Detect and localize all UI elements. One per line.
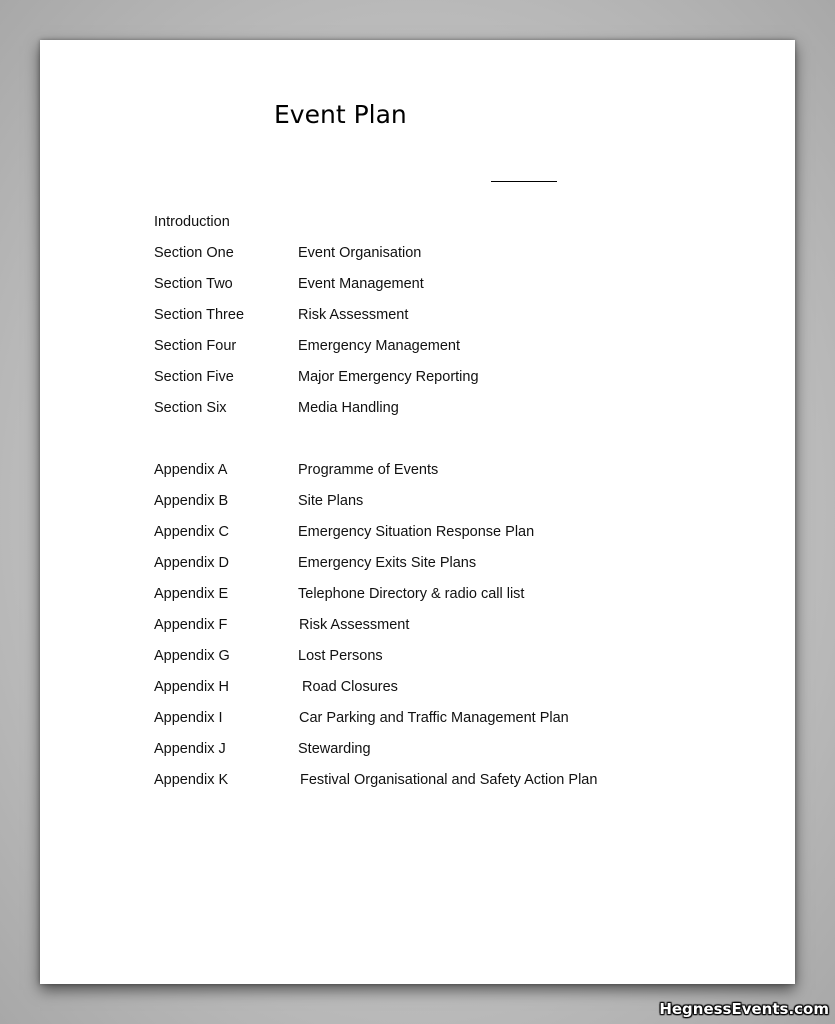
toc-description: Major Emergency Reporting (298, 369, 479, 385)
toc-description: Event Management (298, 276, 424, 292)
toc-label: Appendix E (154, 586, 229, 602)
toc-description: Programme of Events (298, 462, 439, 478)
toc-description: Emergency Situation Response Plan (298, 524, 535, 540)
title-underline-rule (491, 181, 557, 182)
toc-label: Appendix J (154, 741, 226, 757)
toc-label: Appendix K (154, 772, 229, 788)
toc-description: Lost Persons (298, 648, 383, 664)
toc-label: Appendix D (154, 555, 229, 571)
toc-description: Festival Organisational and Safety Action Plan (300, 772, 598, 788)
toc-label: Section Two (154, 276, 233, 292)
toc-description: Event Organisation (298, 245, 422, 261)
toc-label: Appendix B (154, 493, 229, 509)
toc-label: Introduction (154, 214, 230, 230)
toc-label: Appendix G (154, 648, 230, 664)
toc-description: Media Handling (298, 400, 399, 416)
toc-label: Appendix A (154, 462, 228, 478)
toc-description: Stewarding (298, 741, 371, 757)
toc-description: Road Closures (302, 679, 398, 695)
toc-label: Section Five (154, 369, 234, 385)
site-watermark: HegnessEvents.com (659, 1000, 829, 1018)
toc-label: Section One (154, 245, 234, 261)
toc-description: Risk Assessment (299, 617, 410, 633)
toc-description: Risk Assessment (298, 307, 409, 323)
toc-description: Emergency Management (298, 338, 460, 354)
toc-label: Appendix H (154, 679, 229, 695)
toc-description: Telephone Directory & radio call list (298, 586, 525, 602)
toc-description: Emergency Exits Site Plans (298, 555, 477, 571)
toc-label: Appendix C (154, 524, 229, 540)
toc-label: Appendix F (154, 617, 228, 633)
document-page (40, 40, 795, 984)
toc-label: Section Four (154, 338, 237, 354)
toc-description: Site Plans (298, 493, 364, 509)
toc-label: Appendix I (154, 710, 223, 726)
toc-label: Section Three (154, 307, 245, 323)
document-title: Event Plan (274, 100, 407, 129)
toc-description: Car Parking and Traffic Management Plan (299, 710, 569, 726)
toc-label: Section Six (154, 400, 227, 416)
